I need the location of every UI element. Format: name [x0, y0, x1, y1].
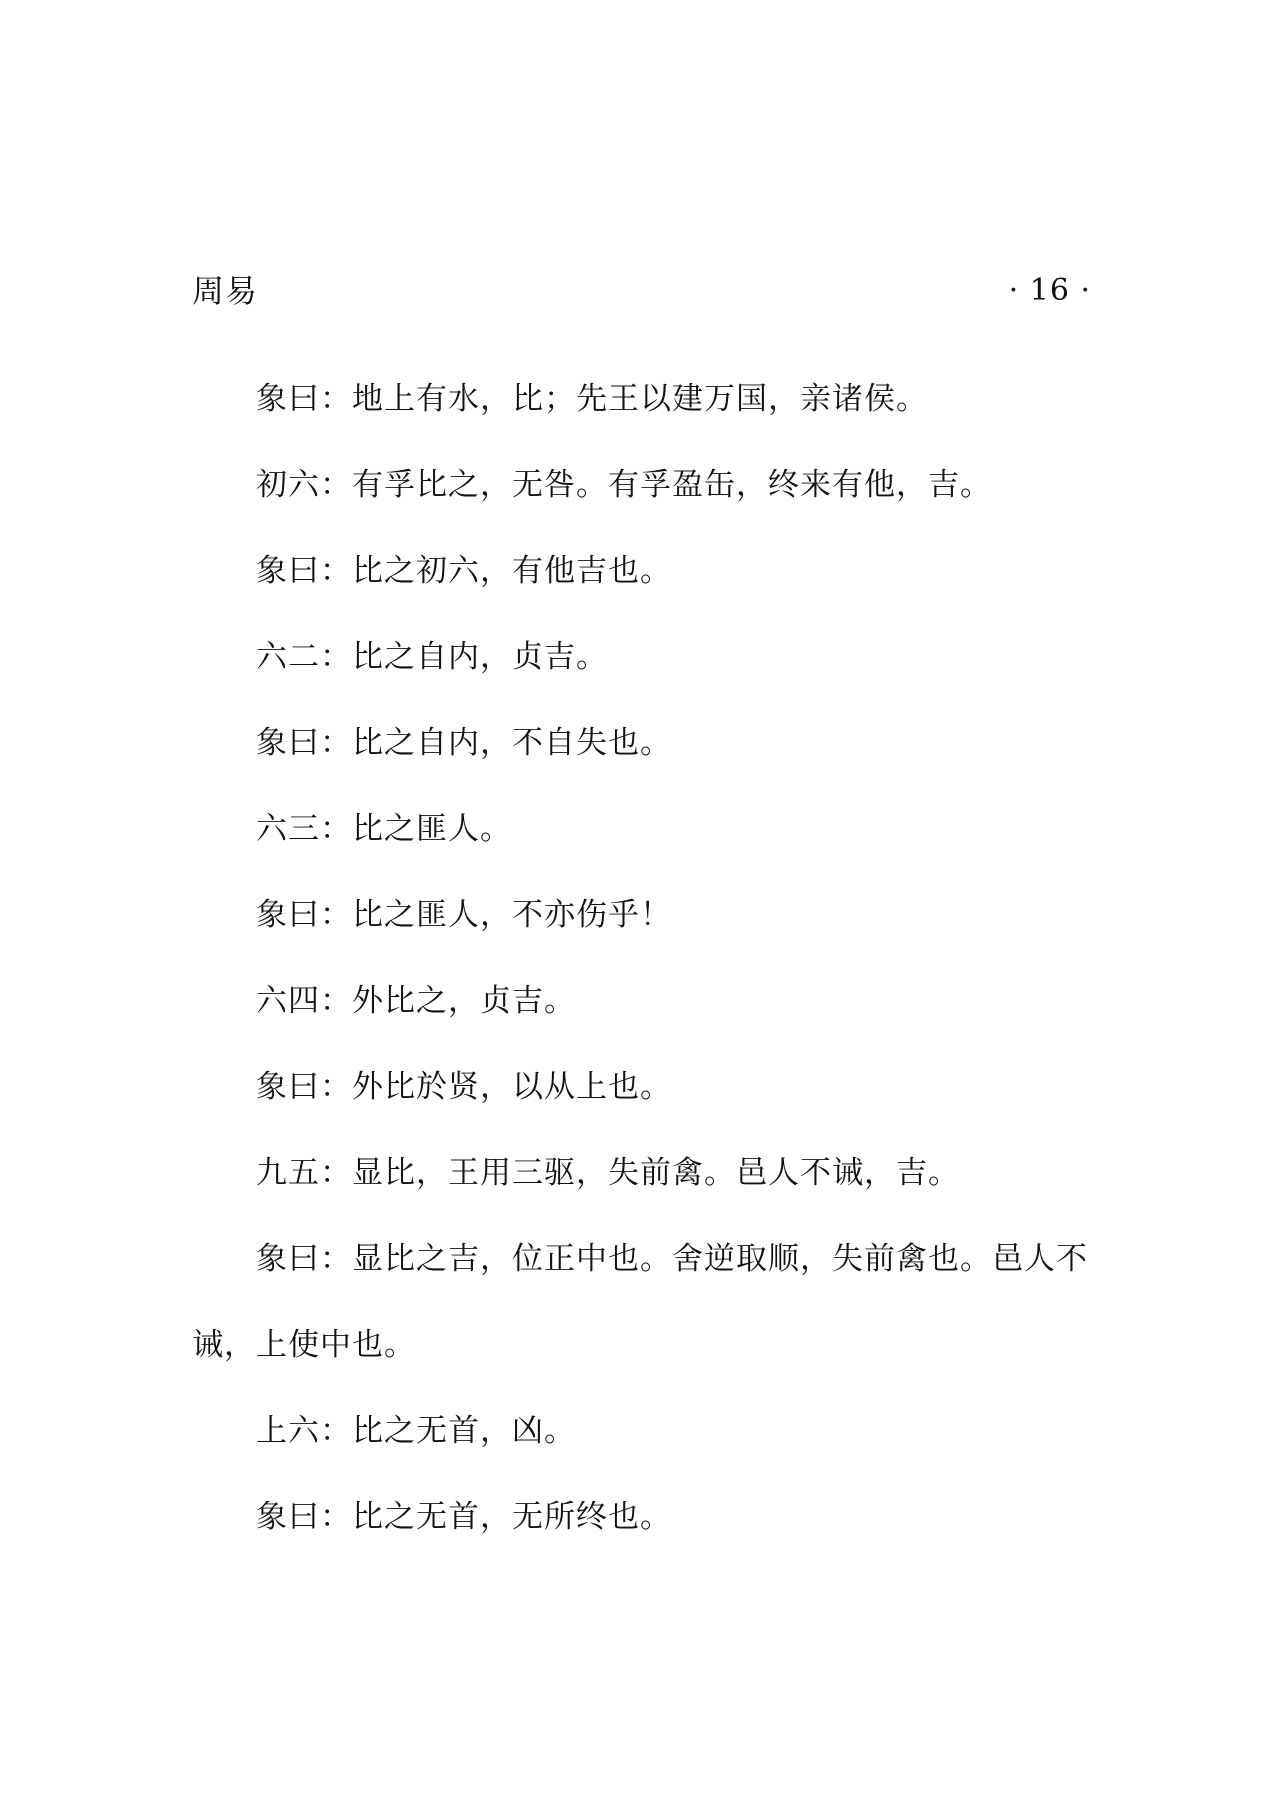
- page-body: [192, 356, 1092, 1560]
- page-number: · 16 ·: [1008, 273, 1091, 308]
- paragraph: 象曰：比之初六，有他吉也。: [256, 553, 672, 589]
- paragraph: 六三：比之匪人。: [256, 811, 512, 847]
- paragraph: 九五：显比，王用三驱，失前禽。邑人不诫，吉。: [256, 1155, 960, 1191]
- paragraph: 象曰：地上有水，比；先王以建万国，亲诸侯。: [256, 381, 928, 417]
- paragraph: 上六：比之无首，凶。: [256, 1413, 576, 1449]
- book-title: 周易: [192, 272, 259, 310]
- paragraph: 象曰：比之无首，无所终也。: [256, 1499, 672, 1535]
- paragraph: 象曰：比之自内，不自失也。: [256, 725, 672, 761]
- paragraph: 六二：比之自内，贞吉。: [256, 639, 608, 675]
- page-header: [192, 268, 1091, 314]
- paragraph: 象曰：显比之吉，位正中也。舍逆取顺，失前禽也。邑人不诫，上使中也。: [192, 1241, 1088, 1363]
- paragraph: 象曰：比之匪人，不亦伤乎！: [256, 897, 672, 933]
- paragraph: 象曰：外比於贤，以从上也。: [256, 1069, 672, 1105]
- paragraph: 六四：外比之，贞吉。: [256, 983, 576, 1019]
- paragraph: 初六：有孚比之，无咎。有孚盈缶，终来有他，吉。: [256, 467, 992, 503]
